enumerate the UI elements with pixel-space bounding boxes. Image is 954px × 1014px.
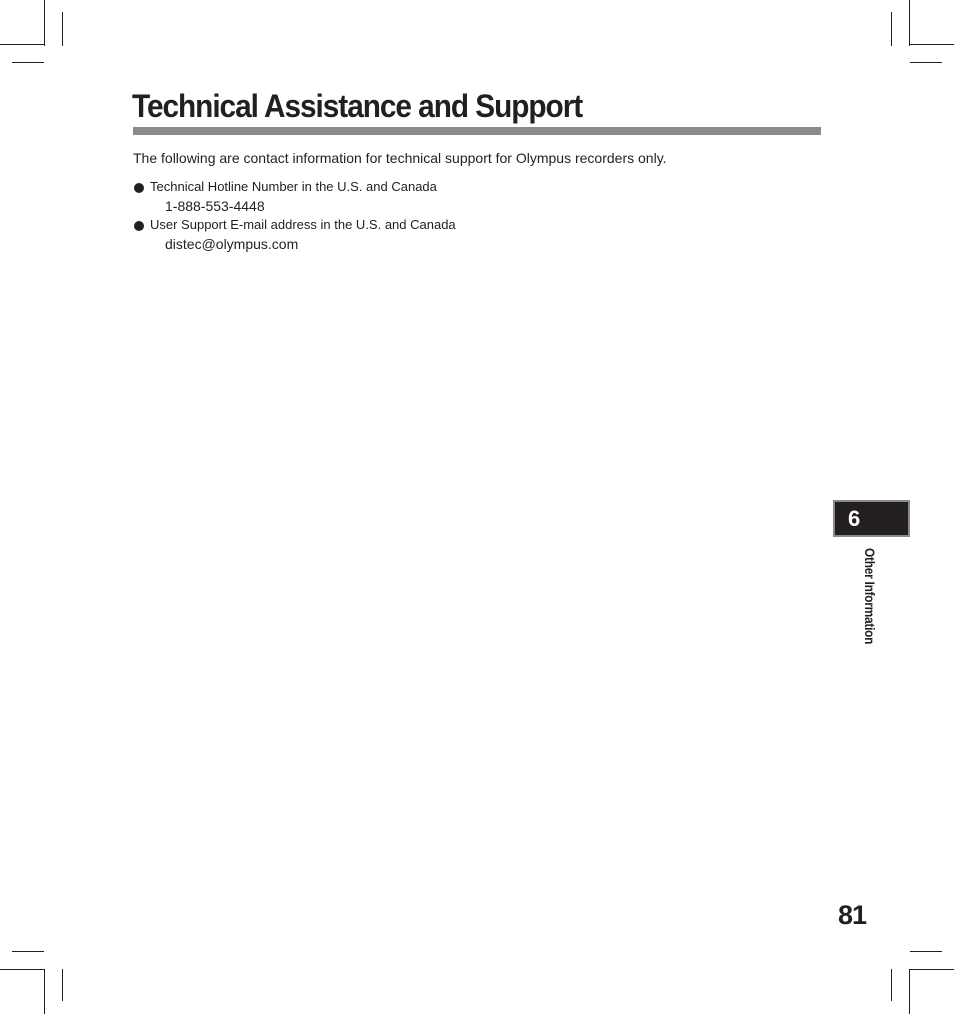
intro-text: The following are contact information for technical support for Olympus recorders only. [133, 150, 667, 166]
crop-mark [910, 44, 954, 45]
email-label: User Support E-mail address in the U.S. and Canada [150, 217, 456, 232]
crop-mark [44, 0, 45, 46]
crop-mark [891, 12, 892, 46]
chapter-label: Other Information [862, 548, 878, 645]
crop-mark [910, 969, 954, 970]
hotline-number: 1-888-553-4448 [165, 198, 265, 214]
crop-mark [910, 951, 942, 952]
crop-mark [909, 969, 910, 1014]
chapter-tab [833, 500, 910, 537]
crop-mark [0, 969, 44, 970]
crop-mark [910, 62, 942, 63]
title-underline [133, 127, 821, 135]
crop-mark [12, 951, 44, 952]
crop-mark [12, 62, 44, 63]
crop-mark [891, 969, 892, 1001]
crop-mark [62, 969, 63, 1001]
bullet-icon [134, 221, 144, 231]
bullet-icon [134, 183, 144, 193]
hotline-label: Technical Hotline Number in the U.S. and Canada [150, 179, 437, 194]
crop-mark [0, 44, 44, 45]
crop-mark [62, 12, 63, 46]
page-number: 81 [838, 900, 867, 930]
page-title: Technical Assistance and Support [132, 88, 583, 124]
chapter-number: 6 [848, 506, 861, 531]
crop-mark [44, 969, 45, 1014]
support-email: distec@olympus.com [165, 236, 299, 252]
crop-mark [909, 0, 910, 46]
